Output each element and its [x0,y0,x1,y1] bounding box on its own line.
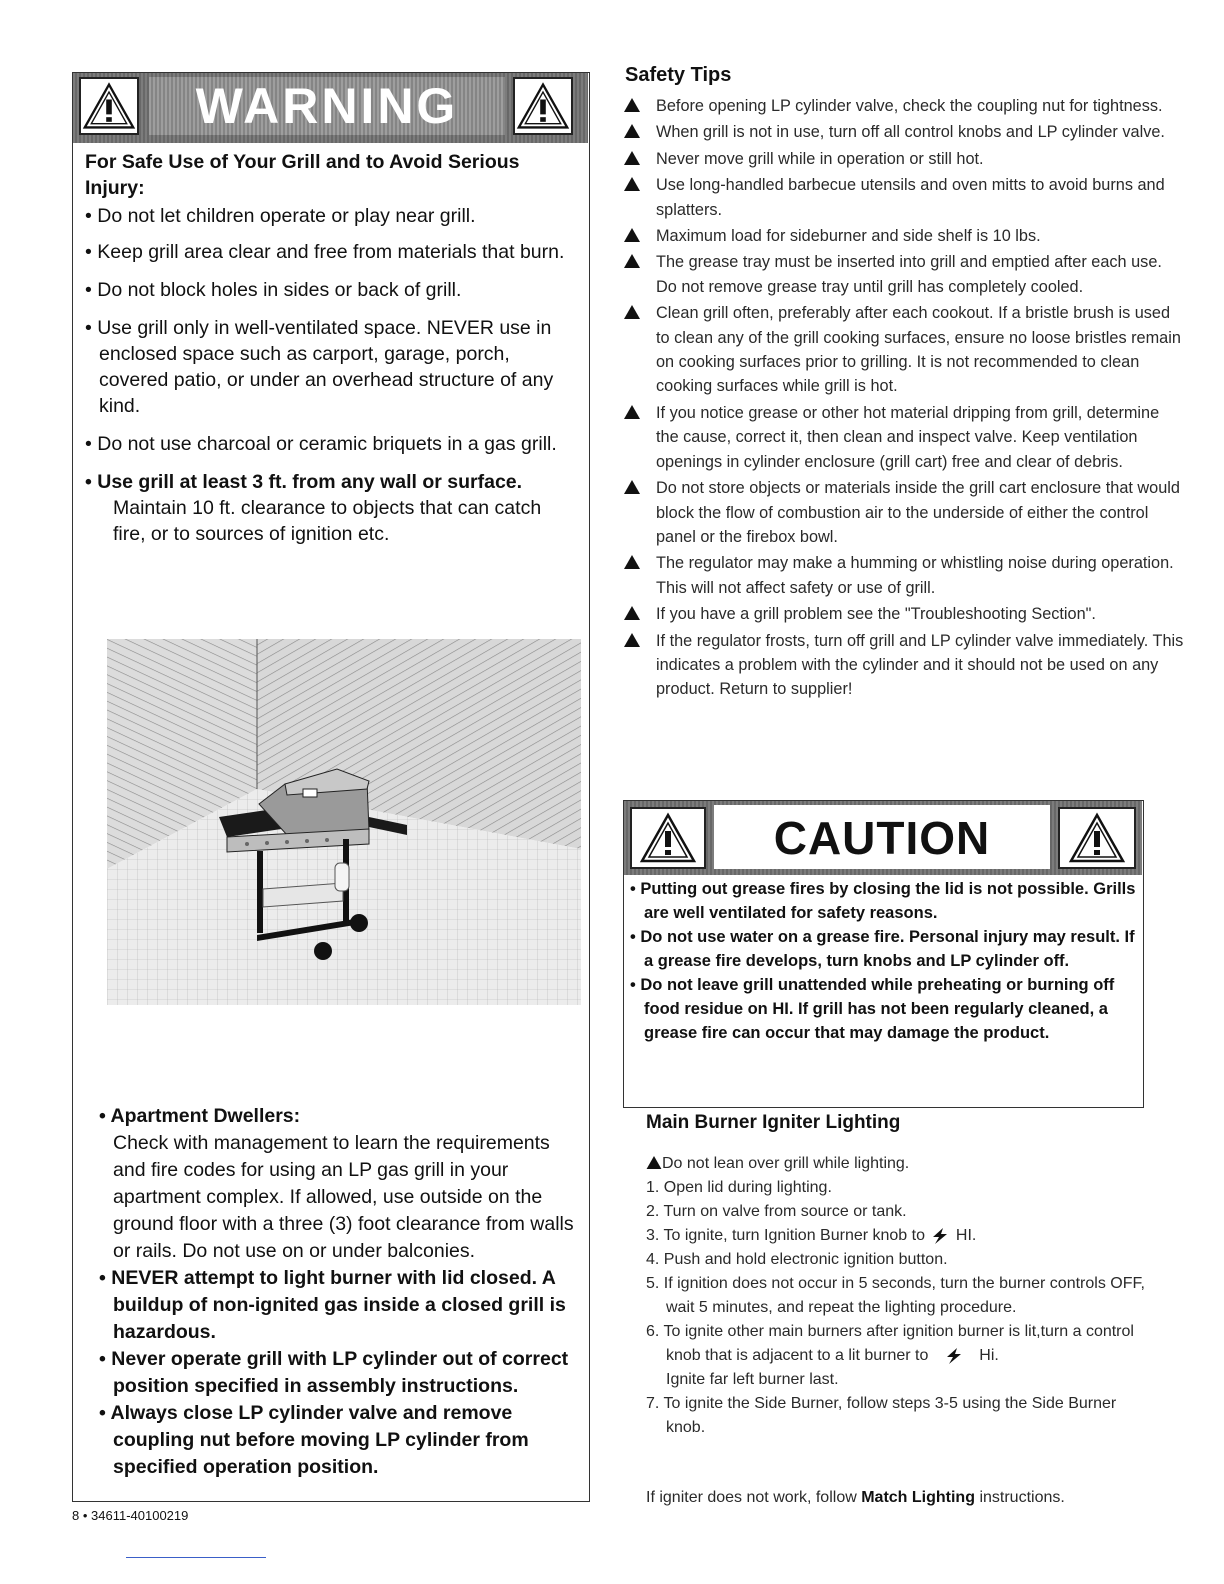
safety-tip [624,551,1184,600]
match-note-text: If igniter does not work, follow [646,1489,857,1506]
safety-tip [624,629,1184,702]
bullet-triangle-icon [624,555,640,569]
safety-tip [624,120,1184,144]
match-note-end: instructions. [979,1489,1065,1506]
ignition-spark-icon [943,1348,965,1364]
main-burner-step: 1. Open lid during lighting. [646,1179,832,1196]
safety-tip-text: Use long-handled barbecue utensils and oven mitts to avoid burns and splatters. [656,176,1165,219]
main-burner-step: 4. Push and hold electronic ignition button. [646,1251,948,1268]
warning-item: • Do not use charcoal or ceramic briquets in a gas grill. [85,433,557,455]
bullet-triangle-icon [624,606,640,620]
step6-hi: Hi. [979,1347,999,1364]
warning-item: • Do not let children operate or play near grill. [85,205,476,227]
main-burner-step-3 [646,1224,1146,1248]
caution-item: • Do not leave grill unattended while preheating or burning off food residue on HI. If grill has not been regularly cleaned, a grease fire can occur that may damage the product. [630,976,1115,1042]
warning-triangle-icon-right [513,77,573,135]
main-burner-step: 2. Turn on valve from source or tank. [646,1203,907,1220]
grill-illustration [107,639,581,1005]
warning-bold-line: • Use grill at least 3 ft. from any wall or surface. [85,471,523,493]
bullet-triangle-icon [624,254,640,268]
ignition-spark-icon [929,1228,951,1244]
safety-tip-text: The grease tray must be inserted into grill and emptied after each use. Do not remove grease tray until grill has completely cooled. [656,253,1162,296]
warning-item: • Do not block holes in sides or back of grill. [85,279,462,301]
safety-tip-text: Before opening LP cylinder valve, check the coupling nut for tightness. [656,97,1163,115]
main-burner-step-6 [646,1320,1146,1392]
main-burner-step: 5. If ignition does not occur in 5 seconds, turn the burner controls OFF, wait 5 minutes, and repeat the lighting procedure. [646,1275,1145,1316]
step3-hi: HI. [955,1227,977,1244]
bullet-triangle-icon [624,633,640,647]
warning-lower-item: • NEVER attempt to light burner with lid closed. A buildup of non-ignited gas inside a closed grill is hazardous. [99,1267,566,1343]
safety-tip-text: Do not store objects or materials inside the grill cart enclosure that would block the flow of combustion air to the underside of either the control panel or the firebox bowl. [656,479,1180,546]
bullet-triangle-icon [624,151,640,165]
match-lighting-note [646,1489,1065,1507]
safety-tip [624,250,1184,299]
warning-item: • Keep grill area clear and free from materials that burn. [85,241,565,263]
safety-tip [624,94,1184,118]
safety-tip-text: The regulator may make a humming or whistling noise during operation. This will not affect safety or use of grill. [656,554,1174,597]
safety-tip-text: Clean grill often, preferably after each cookout. If a bristle brush is used to clean any of the grill cooking surfaces, ensure no loose bristles remain on cooking surfaces prior to grilling. It is not recommended to clean cooking surfaces while grill is hot. [656,304,1181,396]
warning-body [85,149,579,547]
warning-title: WARNING [149,77,505,135]
warning-item-bold [85,469,579,547]
safety-tip-text: If you notice grease or other hot material dripping from grill, determine the cause, correct it, then clean and inspect valve. Keep ventilation openings in cylinder enclosure (grill cart) free and clear of debris. [656,403,1160,471]
caution-triangle-icon-left [630,807,706,869]
caution-item: • Do not use water on a grease fire. Personal injury may result. If a grease fire develops, turn knobs and LP cylinder off. [630,928,1135,970]
safety-tip-text: Maximum load for sideburner and side shelf is 10 lbs. [656,227,1041,246]
warning-triangle-icon-left [79,77,139,135]
main-burner-warning [646,1152,1146,1176]
caution-title: CAUTION [714,805,1050,869]
safety-tips-title: Safety Tips [625,64,732,86]
main-burner-steps [646,1152,1146,1440]
step6-text: 6. To ignite other main burners after ignition burner is lit,turn a control knob that is adjacent to a lit burner to [646,1323,1134,1364]
bullet-triangle-icon [624,228,640,242]
apartment-text: Check with management to learn the requirements and fire codes for using an LP gas grill in your apartment complex. If allowed, use outside on the ground floor with a three (3) foot clearance from walls or rails. Do not use on or under balconies. [113,1132,574,1262]
safety-tip [624,224,1184,248]
main-burner-step: 7. To ignite the Side Burner, follow steps 3-5 using the Side Burner knob. [646,1395,1117,1436]
bullet-triangle-icon [624,177,640,191]
warning-lower-item: • Always close LP cylinder valve and remove coupling nut before moving LP cylinder from specified operation position. [99,1402,529,1478]
caution-body [630,877,1140,1045]
safety-tips-list [624,94,1184,704]
safety-tip [624,173,1184,222]
caution-triangle-icon-right [1058,807,1136,869]
warning-lower-list [99,1103,583,1481]
bullet-triangle-icon [646,1156,662,1169]
safety-tip [624,401,1184,474]
bullet-triangle-icon [624,124,640,138]
warning-panel [72,72,590,1502]
page-footer-code: 8 • 34611-40100219 [72,1508,189,1523]
step3-text: 3. To ignite, turn Ignition Burner knob to [646,1227,925,1244]
warning-header [73,73,588,143]
bullet-triangle-icon [624,305,640,319]
main-burner-warning-text: Do not lean over grill while lighting. [662,1155,910,1172]
caution-header [624,801,1142,875]
main-burner-title: Main Burner Igniter Lighting [646,1112,901,1133]
caution-item: • Putting out grease fires by closing the lid is not possible. Grills are well ventilated for safety reasons. [630,880,1136,922]
safety-tip [624,301,1184,399]
bullet-triangle-icon [624,405,640,419]
caution-panel [623,800,1144,1108]
safety-tip-text: When grill is not in use, turn off all control knobs and LP cylinder valve. [656,123,1165,142]
bullet-triangle-icon [624,98,640,112]
bottom-rule [126,1557,266,1558]
step6-note: Ignite far left burner last. [666,1371,839,1388]
apartment-title: • Apartment Dwellers: [99,1105,301,1127]
safety-tip [624,476,1184,549]
safety-tip-text: If the regulator frosts, turn off grill and LP cylinder valve immediately. This indicates a problem with the cylinder and it should not be used on any product. Return to supplier! [656,631,1184,699]
safety-tip-text: If you have a grill problem see the "Troubleshooting Section". [656,605,1096,624]
match-lighting-ref: Match Lighting [861,1489,975,1506]
warning-heading: For Safe Use of Your Grill and to Avoid Serious Injury: [85,151,520,199]
safety-tip-text: Never move grill while in operation or still hot. [656,149,984,168]
bullet-triangle-icon [624,480,640,494]
warning-item: • Use grill only in well-ventilated space. NEVER use in enclosed space such as carport, garage, porch, covered patio, or under an overhead structure of any kind. [85,317,554,417]
safety-tip [624,147,1184,171]
warning-lower-item: • Never operate grill with LP cylinder out of correct position specified in assembly instructions. [99,1348,569,1397]
safety-tip [624,602,1184,626]
warning-bold-continuation: Maintain 10 ft. clearance to objects that can catch fire, or to sources of ignition etc. [113,497,542,545]
